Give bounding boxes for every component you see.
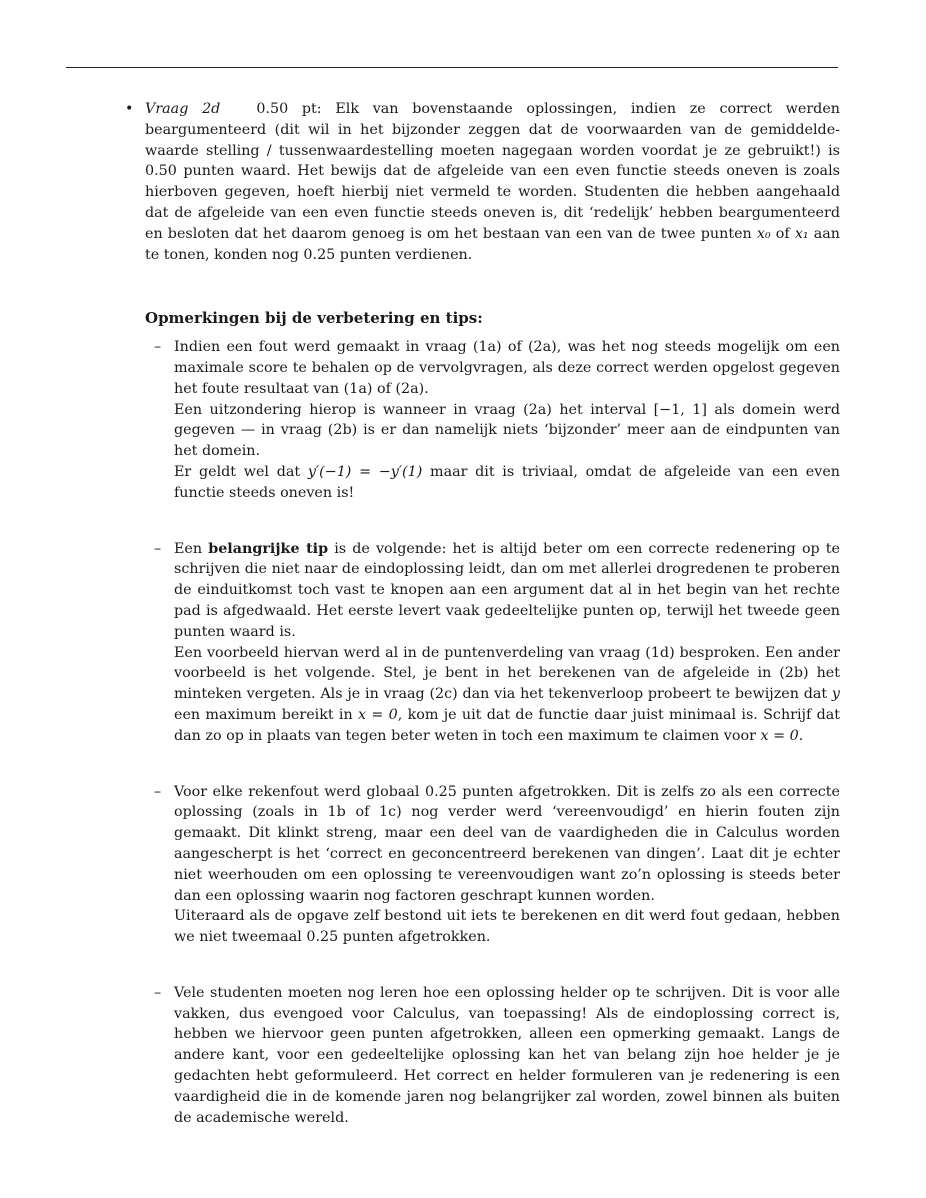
vraag-text-end: aan te tonen, konden nog 0.25 punten verdienen. [145,225,841,263]
dash-icon: – [154,984,162,1001]
remark-item [145,782,840,948]
vraag-2d-item [124,99,840,265]
remark-2-paragraph-2 [174,643,840,747]
math-y: y [831,686,840,703]
section-heading: Opmerkingen bij de verbetering en tips: [145,309,483,328]
remark-1-paragraph-3 [174,462,840,504]
math-derivative-identity: y′(−1) = −y′(1) [307,463,423,480]
bullet-icon: • [125,101,134,117]
dash-icon: – [154,783,162,800]
math-x0: x₀ [756,225,771,242]
remark-2-text-a: Een voorbeeld hiervan werd al in de puntenverdeling van vraag (1d) besproken. Een ander voorbeeld is het volgende. Stel, je bent in het berekenen van de afgeleide in (2b) het minteken vergeten. Als je in vraag (2c) dan via het tekenverloop probeert te bewijzen dat [174,644,840,703]
remark-3-paragraph-2: Uiteraard als de opgave zelf bestond uit iets te berekenen en dit werd fout gedaan, hebben we niet tweemaal 0.25 punten afgetrokken. [174,908,840,946]
math-x-eq-0: x = 0 [358,706,398,723]
remark-2-end: . [798,727,804,744]
remark-1-text-b: maar dit is triviaal, omdat de afgeleide van een even functie steeds oneven is! [174,463,841,501]
remark-1-paragraph-2: Een uitzondering hierop is wanneer in vraag (2a) het interval [−1, 1] als domein werd gegeven — in vraag (2b) is er dan namelijk niets ‘bijzonder’ meer aan de eindpunten van het domein. [174,401,840,460]
math-x1: x₁ [794,225,809,242]
vraag-text: Elk van bovenstaande oplossingen, indien ze correct werden beargumenteerd (dit wil in het bijzonder zeggen dat de voorwaarden van de gemiddelde-waarde stelling / tussenwaardestelling moeten nagegaan worden voordat je ze gebruikt!) is 0.50 punten waard. Het bewijs dat de afgeleide van een even functie steeds oneven is zoals hierboven gegeven, hoeft hierbij niet vermeld te worden. Studenten die hebben aangehaald dat de afgeleide van een even functie steeds oneven is, dit ‘redelijk’ hebben beargumenteerd en besloten dat het daarom genoeg is om het bestaan van een van de twee punten [145,101,841,242]
remarks-list [145,337,840,1128]
remark-item [145,539,840,747]
remark-4-paragraph-1: Vele studenten moeten nog leren hoe een oplossing helder op te schrijven. Dit is voor alle vakken, dus evengoed voor Calculus, van toepassing! Als de eindoplossing correct is, hebben we hiervoor geen punten afgetrokken, alleen een opmerking gemaakt. Langs de andere kant, voor een gedeeltelijke oplossing kan het van belang zijn hoe helder je je gedachten hebt geformuleerd. Het correct en helder formuleren van je redenering is een vaardigheid die in de komende jaren nog belangrijker zal worden, zowel binnen als buiten de academische wereld. [174,984,840,1126]
dash-icon: – [154,339,162,356]
remark-2-text-b: een maximum bereikt in [174,706,353,723]
remark-item [145,337,840,503]
remark-2-rest: is de volgende: het is altijd beter om een correcte redenering op te schrijven die niet naar de eindoplossing leidt, dan om met allerlei drogredenen te proberen de einduitkomst toch vast te knopen aan een argument dat al in het begin van het rechte pad is afgedwaald. Het eerste levert vaak gedeeltelijke punten op, terwijl het tweede geen punten waard is. [174,540,841,640]
vraag-of: of [775,225,790,242]
remark-1-paragraph-1: Indien een fout werd gemaakt in vraag (1a) of (2a), was het nog steeds mogelijk om een maximale score te behalen op de vervolgvragen, als deze correct werden opgelost gegeven het foute resultaat van (1a) of (2a). [174,339,840,397]
remark-2-paragraph-1 [174,539,840,643]
remark-2-bold-tip: belangrijke tip [208,540,329,557]
vraag-points: 0.50 pt: [256,101,322,117]
page-content [124,99,840,1163]
remark-1-text-a: Er geldt wel dat [174,463,301,480]
vraag-label: Vraag 2d [145,101,221,117]
remark-2-text-c: , kom je uit dat de functie daar juist minimaal is. Schrijf dat dan zo op in plaats van tegen beter weten in toch een maximum te claimen voor [174,706,840,744]
remark-2-lead: Een [174,540,203,557]
dash-icon: – [154,540,162,557]
remark-3-paragraph-1: Voor elke rekenfout werd globaal 0.25 punten afgetrokken. Dit is zelfs zo als een correcte oplossing (zoals in 1b of 1c) nog verder werd ‘vereenvoudigd’ en hierin fouten zijn gemaakt. Dit klinkt streng, maar een deel van de vaardigheden die in Calculus worden aangescherpt is het ‘correct en geconcentreerd berekenen van dingen’. Laat dit je echter niet weerhouden om een oplossing te vereenvoudigen want zo’n oplossing is steeds beter dan een oplossing waarin nog factoren geschrapt kunnen worden. [174,783,840,904]
math-x-eq-0-b: x = 0 [760,727,799,744]
remark-item [145,983,840,1129]
header-rule [66,67,838,68]
